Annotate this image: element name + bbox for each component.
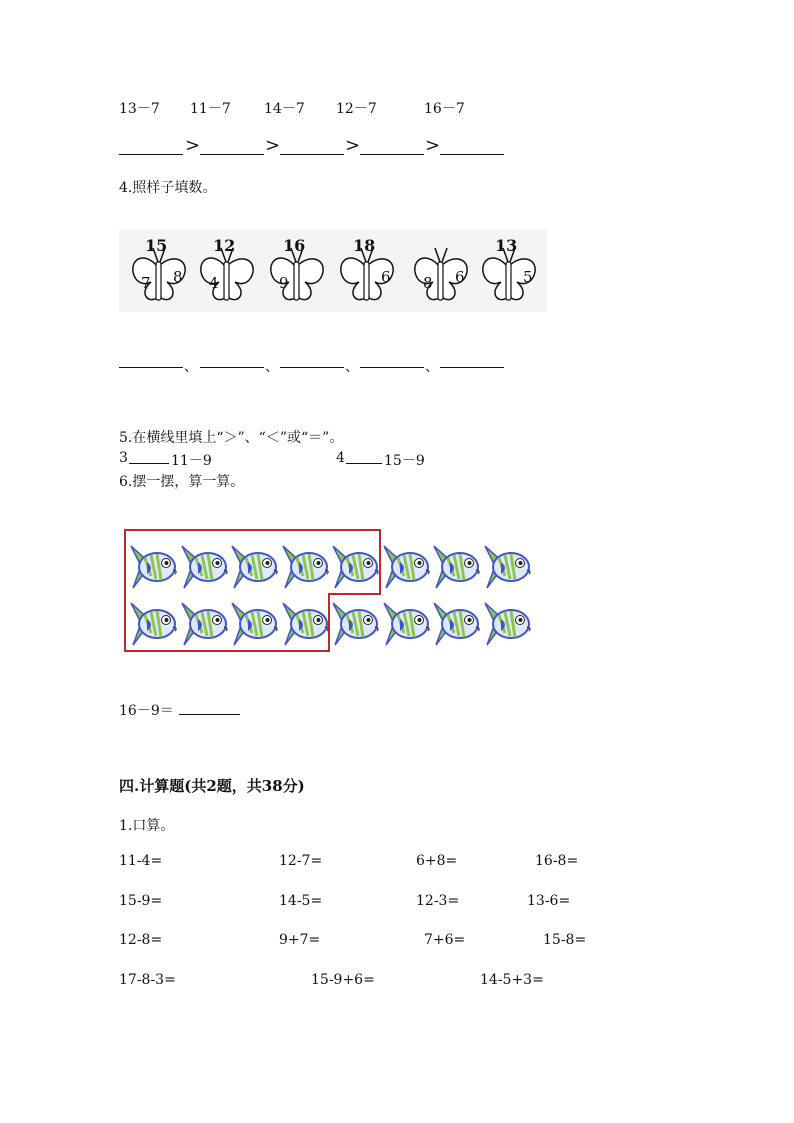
math-item: 17-8-3= <box>119 972 176 988</box>
fish-icon <box>432 542 484 592</box>
fish-icon <box>129 542 181 592</box>
butterfly-top-number: 18 <box>353 236 376 255</box>
fish-icon <box>331 542 383 592</box>
fish-icon <box>432 599 484 649</box>
math-item: 12-7= <box>279 853 323 869</box>
butterfly <box>409 236 471 306</box>
q3-expr-4: 12－7 <box>336 101 377 117</box>
butterfly <box>477 236 539 306</box>
greater-than-symbol: > <box>425 135 441 156</box>
fish-icon <box>382 599 434 649</box>
math-item: 12-8= <box>119 932 163 948</box>
q3-expr-2: 11－7 <box>190 101 231 117</box>
fish-icon <box>281 542 333 592</box>
fish-icon <box>230 599 282 649</box>
section-heading: 四.计算题(共2题，共38分) <box>119 777 305 795</box>
math-item: 13-6= <box>527 893 571 909</box>
fish-figure <box>119 524 535 654</box>
math-item: 14-5+3= <box>480 972 544 988</box>
fish-icon <box>129 599 181 649</box>
answer-blank[interactable] <box>129 463 169 464</box>
answer-blank[interactable] <box>179 714 240 715</box>
butterfly <box>335 236 397 306</box>
q6-title: 6.摆一摆，算一算。 <box>119 474 245 490</box>
fish-icon <box>483 599 535 649</box>
butterfly-right-number: 5 <box>523 268 533 286</box>
answer-blank[interactable] <box>360 154 424 155</box>
answer-blank[interactable] <box>119 154 183 155</box>
math-item: 9+7= <box>279 932 321 948</box>
sub-question-title: 1.口算。 <box>119 818 175 834</box>
fish-icon <box>281 599 333 649</box>
q4-title: 4.照样子填数。 <box>119 180 217 196</box>
butterfly-left-number: 7 <box>141 274 151 292</box>
answer-blank[interactable] <box>200 367 264 368</box>
math-item: 15-9+6= <box>311 972 375 988</box>
answer-blank[interactable] <box>280 367 344 368</box>
fish-icon <box>180 599 232 649</box>
fish-icon <box>331 599 383 649</box>
butterfly-right-number: 8 <box>173 268 183 286</box>
math-item: 7+6= <box>424 932 466 948</box>
math-item: 15-8= <box>543 932 587 948</box>
fish-icon <box>382 542 434 592</box>
greater-than-symbol: > <box>185 135 201 156</box>
answer-blank[interactable] <box>280 154 344 155</box>
butterfly-left-number: 8 <box>423 274 433 292</box>
fish-icon <box>483 542 535 592</box>
answer-blank[interactable] <box>440 367 504 368</box>
butterfly-top-number: 16 <box>283 236 306 255</box>
q5-item-1-right: 11－9 <box>171 453 212 469</box>
math-item: 14-5= <box>279 893 323 909</box>
butterfly <box>265 236 327 306</box>
q5-title: 5.在横线里填上“＞”、“＜”或“＝”。 <box>119 430 344 446</box>
butterfly-right-number: 6 <box>455 268 465 286</box>
q3-expr-5: 16－7 <box>424 101 465 117</box>
q5-item-1-left: 3 <box>119 450 128 466</box>
answer-blank[interactable] <box>360 367 424 368</box>
answer-blank[interactable] <box>346 463 382 464</box>
butterfly-top-number: 15 <box>145 236 168 255</box>
math-item: 11-4= <box>119 853 163 869</box>
butterfly-left-number: 9 <box>279 274 289 292</box>
q5-item-2-left: 4 <box>336 450 345 466</box>
butterfly-right-number: 6 <box>381 268 391 286</box>
math-item: 15-9= <box>119 893 163 909</box>
butterfly-top-number: 12 <box>213 236 236 255</box>
separator: 、 <box>345 359 359 375</box>
greater-than-symbol: > <box>265 135 281 156</box>
q5-item-2-right: 15－9 <box>384 453 425 469</box>
butterfly-strip <box>119 230 547 312</box>
math-item: 12-3= <box>416 893 460 909</box>
math-item: 6+8= <box>416 853 458 869</box>
answer-blank[interactable] <box>200 154 264 155</box>
answer-blank[interactable] <box>440 154 504 155</box>
butterfly-left-number: 4 <box>209 274 219 292</box>
fish-icon <box>180 542 232 592</box>
butterfly <box>127 236 189 306</box>
separator: 、 <box>265 359 279 375</box>
fish-icon <box>230 542 282 592</box>
q3-expr-1: 13－7 <box>119 101 160 117</box>
greater-than-symbol: > <box>345 135 361 156</box>
butterfly <box>195 236 257 306</box>
separator: 、 <box>425 359 439 375</box>
butterfly-top-number: 13 <box>495 236 518 255</box>
q3-expr-3: 14－7 <box>264 101 305 117</box>
separator: 、 <box>184 359 198 375</box>
math-item: 16-8= <box>535 853 579 869</box>
answer-blank[interactable] <box>119 367 183 368</box>
q6-equation-text: 16－9＝ <box>119 703 174 719</box>
